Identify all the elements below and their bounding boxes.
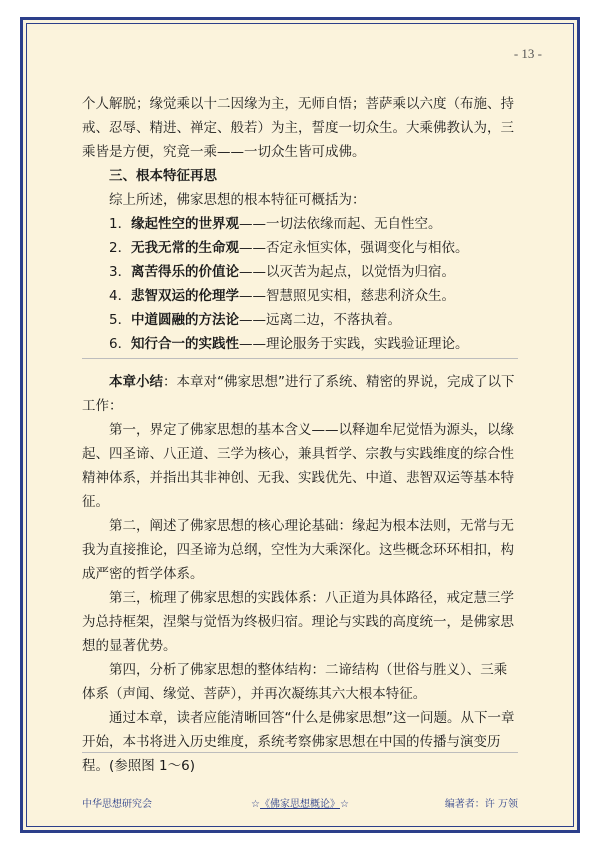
section-heading: 三、根本特征再思 <box>109 168 217 184</box>
divider-top <box>82 358 518 359</box>
item-desc: ——智慧照见实相，慈悲利济众生。 <box>239 288 455 304</box>
star-icon: ☆ <box>340 799 349 810</box>
summary-paragraph: 第一，界定了佛家思想的基本含义——以释迦牟尼觉悟为源头，以缘起、四圣谛、八正道、三学为核心，兼具哲学、宗教与实践维度的综合性精神体系，并指出其非神创、无我、实践优先、中道、悲智双运等基本特征。 <box>82 422 514 510</box>
list-item <box>82 332 518 356</box>
list-item <box>82 260 518 284</box>
item-term: 中道圆融的方法论 <box>131 312 239 328</box>
item-desc: ——以灭苦为起点，以觉悟为归宿。 <box>239 264 455 280</box>
item-number: 4． <box>109 288 132 304</box>
intro-paragraph: 个人解脱；缘觉乘以十二因缘为主，无师自悟；菩萨乘以六度（布施、持戒、忍辱、精进、禅定、般若）为主，誓度一切众生。大乘佛教认为，三乘皆是方便，究竟一乘——一切众生皆可成佛。 <box>82 96 514 160</box>
item-term: 知行合一的实践性 <box>131 336 239 352</box>
item-number: 2． <box>109 240 132 256</box>
list-item <box>82 236 518 260</box>
main-content <box>82 92 518 356</box>
footer-book-title[interactable]: 《佛家思想概论》 <box>260 799 340 810</box>
summary-paragraph: 第四，分析了佛家思想的整体结构：二谛结构（世俗与胜义）、三乘体系（声闻、缘觉、菩萨），并再次凝练其六大根本特征。 <box>82 662 508 702</box>
list-item <box>82 212 518 236</box>
item-number: 3． <box>109 264 132 280</box>
footer-author: 编著者：许 万领 <box>444 799 518 810</box>
star-icon: ☆ <box>251 799 260 810</box>
chapter-summary <box>82 370 518 778</box>
item-desc: ——理论服务于实践，实践验证理论。 <box>239 336 469 352</box>
summary-label: 本章小结 <box>109 374 163 390</box>
item-term: 悲智双运的伦理学 <box>131 288 239 304</box>
summary-paragraph: 第二，阐述了佛家思想的核心理论基础：缘起为根本法则，无常与无我为直接推论，四圣谛为总纲，空性为大乘深化。这些概念环环相扣，构成严密的哲学体系。 <box>82 518 514 582</box>
list-item <box>82 284 518 308</box>
section-lead: 综上所述，佛家思想的根本特征可概括为： <box>109 192 366 208</box>
list-item <box>82 308 518 332</box>
summary-lead-text: ：本章对“佛家思想”进行了系统、精密的界说，完成了以下工作： <box>82 374 515 414</box>
page-number: - 13 - <box>513 46 542 61</box>
item-term: 无我无常的生命观 <box>131 240 239 256</box>
item-desc: ——否定永恒实体，强调变化与相依。 <box>239 240 469 256</box>
summary-paragraph: 通过本章，读者应能清晰回答“什么是佛家思想”这一问题。从下一章开始，本书将进入历史维度，系统考察佛家思想在中国的传播与演变历程。(参照图 1～6) <box>82 710 515 774</box>
item-number: 1． <box>109 216 132 232</box>
summary-paragraph: 第三，梳理了佛家思想的实践体系：八正道为具体路径，戒定慧三学为总持框架，涅槃与觉悟为终极归宿。理论与实践的高度统一，是佛家思想的显著优势。 <box>82 590 514 654</box>
footer-publisher: 中华思想研究会 <box>82 799 152 810</box>
item-desc: ——远离二边，不落执着。 <box>239 312 401 328</box>
item-desc: ——一切法依缘而起、无自性空。 <box>239 216 442 232</box>
summary-lead <box>82 370 518 418</box>
item-term: 缘起性空的世界观 <box>131 216 239 232</box>
item-number: 5． <box>109 312 132 328</box>
feature-list <box>82 212 518 356</box>
divider-bottom <box>82 752 518 753</box>
item-term: 离苦得乐的价值论 <box>131 264 239 280</box>
item-number: 6． <box>109 336 132 352</box>
